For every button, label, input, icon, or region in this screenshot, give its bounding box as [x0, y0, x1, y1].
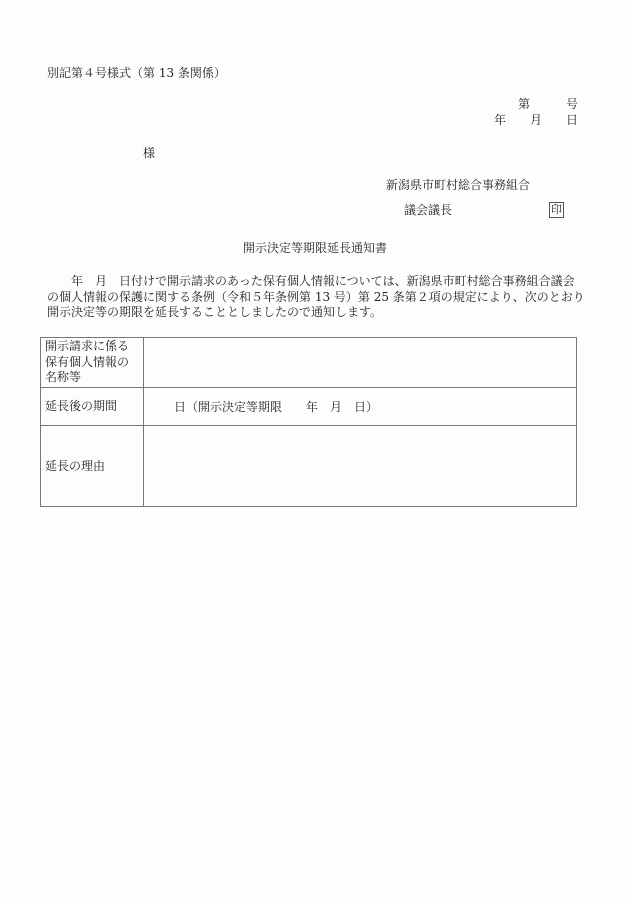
number-prefix: 第	[517, 97, 530, 111]
document-date	[494, 113, 578, 127]
form-label: 別記第４号様式（第 13 条関係）	[47, 66, 226, 80]
date-year: 年	[493, 113, 506, 127]
document-body	[47, 274, 585, 321]
table-row	[41, 338, 577, 388]
row-label	[41, 426, 144, 507]
date-day: 日	[565, 113, 578, 127]
body-line: 年 月 日付けで開示請求のあった保有個人情報については、新潟県市町村総合事務組合議会	[47, 274, 575, 288]
seal-mark: 印	[551, 203, 562, 216]
label-line: 名称等	[45, 370, 82, 384]
document-title: 開示決定等期限延長通知書	[242, 241, 387, 255]
row-label	[41, 388, 144, 426]
label-line: 延長後の期間	[45, 399, 118, 414]
requested-info-field[interactable]	[144, 338, 577, 388]
table-row	[41, 426, 577, 507]
number-suffix: 号	[565, 97, 578, 111]
label-line: 延長の理由	[45, 458, 106, 473]
sender-organization: 新潟県市町村総合事務組合	[386, 178, 531, 192]
label-line: 保有個人情報の	[45, 354, 130, 369]
label-line: 開示請求に係る	[45, 339, 130, 353]
table-row	[41, 388, 577, 426]
extension-period-field[interactable]: 日（開示決定等期限 年 月 日）	[144, 388, 577, 426]
row-label	[41, 338, 144, 388]
body-line: の個人情報の保護に関する条例（令和５年条例第 13 号）第 25 条第２項の規定により、次のとおり	[47, 289, 585, 304]
date-month: 月	[529, 113, 542, 127]
extension-reason-field[interactable]	[144, 426, 577, 507]
document-number	[518, 97, 578, 111]
info-table	[40, 337, 577, 507]
sender-title: 議会議長	[404, 203, 453, 217]
addressee: 様	[143, 146, 156, 160]
body-line: 開示決定等の期限を延長することとしましたので通知します。	[47, 305, 383, 319]
